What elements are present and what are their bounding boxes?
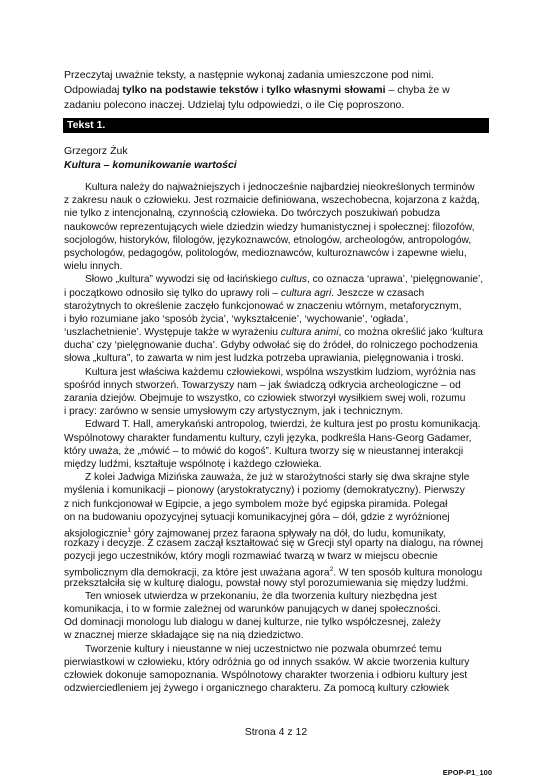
text-line-content: aksjologicznie	[64, 528, 128, 540]
text-line	[64, 287, 490, 300]
instructions-emphasis-1: tylko na podstawie tekstów	[122, 84, 259, 96]
text-line	[64, 260, 490, 273]
text-line-content: przekształciła się w kulturę dialogu, powstał nowy styl porozumiewania się między ludźmi.	[64, 577, 469, 589]
text-line-content: z zakresu nauk o człowieku. Jest rozmaicie definiowana, wszechobecna, kojarzona z każdą,	[64, 195, 480, 207]
text-line	[64, 471, 490, 484]
text-line-content: w znacznej mierze składające się na nią dziedzictwo.	[64, 630, 304, 642]
text-line-content: on na budowaniu opozycyjnej sytuacji komunikacyjnej góra – dół, gdzie z wyróżnionej	[64, 511, 450, 523]
text-line	[64, 366, 490, 379]
text-line-content: Ten wniosek utwierdza w przekonaniu, że dla tworzenia kultury niezbędna jest	[85, 590, 437, 602]
text-line	[64, 577, 490, 590]
text-line	[64, 313, 490, 326]
text-line	[64, 669, 490, 682]
text-line-continuation: , co oznacza ‘uprawa’, ‘pielęgnowanie’,	[306, 274, 484, 286]
text-line-continuation: . W ten sposób kultura monologu	[333, 567, 483, 579]
text-line-content: który uważa, że „mówić – to mówić do kogoś”. Kultura tworzy się w nieustannej interakcji	[64, 445, 464, 457]
text-line	[64, 352, 490, 365]
text-line	[64, 194, 490, 207]
text-line-content: socjologów, historyków, filologów, językoznawców, etnologów, archeologów, antropologów,	[64, 234, 472, 246]
text-line-content: ducha’ czy ‘pielęgnowanie ducha’. Gdyby odwołać się do źródeł, do rolniczego pochodzenia	[64, 340, 478, 352]
text-line	[64, 418, 490, 431]
text-line	[64, 524, 490, 540]
text-line-continuation: góry zajmowanej przez faraona spływały na dół, do ludu, komunikaty,	[131, 528, 446, 540]
text-line	[64, 511, 490, 524]
text-line-content: Słowo „kultura” wywodzi się od łacińskiego	[85, 274, 281, 286]
text-line-content: słowa „kultura”, to zawarta w nim jest ludzka potrzeba uprawiania, pielęgnowania i troski.	[64, 353, 464, 365]
text-line	[64, 234, 490, 247]
text-line-content: wielu innych.	[64, 261, 123, 273]
text-line	[64, 392, 490, 405]
article-body	[64, 181, 490, 695]
text-line	[64, 590, 490, 603]
text-line	[64, 445, 490, 458]
footnote-ref: 2	[329, 566, 334, 574]
article-title: Kultura – komunikowanie wartości	[64, 159, 237, 171]
text-line-content: Z kolei Jadwiga Mizińska zauważa, że już w starożytności starły się dwa skrajne style	[85, 472, 470, 484]
text-line-content: ‘uszlachetnienie’. Występuje także w wyrażeniu	[64, 327, 281, 339]
text-line	[64, 379, 490, 392]
instructions-emphasis-2: tylko własnymi słowami	[266, 84, 386, 96]
latin-term: cultura agri	[280, 287, 332, 299]
instructions-connector: i	[258, 84, 267, 96]
text-line	[64, 432, 490, 445]
text-line	[64, 537, 490, 550]
text-line-content: Kultura należy do najważniejszych i jednocześnie najbardziej nieokreślonych terminów	[85, 182, 475, 193]
text-line-content: naukowców reprezentujących wiele dziedzin wiedzy humanistycznej i społecznej: filozofów,	[64, 221, 475, 233]
text-line-continuation: . Jeszcze w czasach	[331, 287, 425, 299]
instructions-text-end: – chyba że w zadaniu polecono inaczej. Udzielaj tylu odpowiedzi, o ile Cię poproszono.	[64, 84, 450, 111]
text-line-content: zarania dziejów. Obejmuje to wszystko, co człowiek stworzył wysiłkiem swej woli, rozumu	[64, 393, 466, 404]
text-line-content: spośród innych stworzeń. Towarzyszy nam – jak świadczą odkrycia archeologiczne – od	[64, 379, 461, 391]
section-header: Tekst 1.	[67, 119, 106, 131]
text-line	[64, 339, 490, 352]
text-line	[64, 550, 490, 563]
text-line	[64, 273, 490, 286]
text-line-content: Kultura jest właściwa każdemu człowiekowi, wspólna wszystkim ludziom, wyróżnia nas	[85, 366, 476, 378]
instructions	[64, 68, 482, 113]
exam-code: EPOP-P1_100	[442, 768, 492, 777]
text-line-content: psychologów, pedagogów, politologów, medioznawców, kulturoznawców i zapewne wielu,	[64, 247, 467, 259]
text-line	[64, 563, 490, 579]
text-line-content: nie tylko z intencjonalną, czynnością człowieka. Do twórczych poszukiwań pobudza	[64, 208, 440, 220]
text-line-content: między ludźmi, kształtuje wspólnotę i każdego człowieka.	[64, 458, 322, 470]
text-line	[64, 682, 490, 695]
text-line	[64, 247, 490, 260]
text-line-content: z nich funkcjonował w Egipcie, a jego symbolem może być egipska piramida. Polegał	[64, 498, 448, 510]
text-line-content: Edward T. Hall, amerykański antropolog, twierdzi, że kultura jest po prostu komunikacją.	[85, 419, 481, 431]
text-line	[64, 484, 490, 497]
latin-term: cultura animi	[280, 327, 339, 339]
text-line-content: Wspólnotowy charakter fundamentu kultury, czyli języka, podkreśla Hans-Georg Gadamer,	[64, 432, 472, 444]
text-line	[64, 207, 490, 220]
text-line	[64, 603, 490, 616]
text-line-content: i początkowo odnosiło się tylko do uprawy roli –	[64, 287, 281, 299]
text-line	[64, 221, 490, 234]
text-line	[64, 629, 490, 642]
latin-term: cultus	[280, 274, 307, 286]
text-line-content: komunikacja, i to w formie zależnej od warunków panujących w danej społeczności.	[64, 604, 441, 615]
text-line	[64, 300, 490, 313]
text-line	[64, 181, 490, 194]
text-line-content: i pracy: zarówno w sensie umysłowym czy artystycznym, jak i technicznym.	[64, 406, 404, 418]
text-line	[64, 405, 490, 418]
text-line-content: Od dominacji monologu lub dialogu w danej kulturze, nie tylko współczesnej, zależy	[64, 617, 441, 629]
text-line	[64, 458, 490, 471]
text-line	[64, 326, 490, 339]
text-line-continuation: , co można określić jako ‘kultura	[338, 327, 483, 339]
text-line-content: starożytnych to określenie zaczęło funkcjonować w znaczeniu wtórnym, metaforycznym,	[64, 300, 462, 312]
text-line-content: odzwierciedleniem jej żywego i organicznego charakteru. Za pomocą kultury człowiek	[64, 683, 450, 695]
author: Grzegorz Żuk	[64, 145, 128, 157]
text-line-content: pierwiastkowi w człowieku, który odróżnia go od innych ssaków. W akcie tworzenia kultury	[64, 656, 470, 668]
page-number: Strona 4 z 12	[244, 726, 308, 738]
text-line-content: rozkazy i decyzje. Z czasem zaczął kształtować się w Grecji styl oparty na dialogu, na równej	[64, 538, 483, 550]
section-header-bar	[63, 118, 489, 133]
footnote-ref: 1	[127, 526, 132, 534]
text-line-content: Tworzenie kultury i nieustanne w niej uczestnictwo nie pozwala obumrzeć temu	[85, 643, 442, 655]
text-line	[64, 498, 490, 511]
text-line	[64, 656, 490, 669]
text-line-content: i było rozumiane jako ‘sposób życia’, ‘wykształcenie’, ‘wychowanie’, ‘ogłada’,	[64, 313, 409, 325]
text-line-content: symbolicznym dla demokracji, za które jest uważana agora	[64, 567, 330, 579]
text-line-content: pozycji jego uczestników, który mogli rozmawiać twarzą w twarz w miejscu obecnie	[64, 551, 438, 563]
text-line-content: człowiek dokonuje samopoznania. Wspólnotowy charakter tworzenia i odbioru kultury jest	[64, 669, 468, 681]
text-line	[64, 616, 490, 629]
text-line-content: myślenia i komunikacji – pionowy (arystokratyczny) i poziomy (demokratyczny). Pierwszy	[64, 485, 465, 497]
text-line	[64, 643, 490, 656]
instructions-text: Przeczytaj uważnie teksty, a następnie wykonaj zadania umieszczone pod nimi. Odpowiadaj	[64, 69, 434, 96]
